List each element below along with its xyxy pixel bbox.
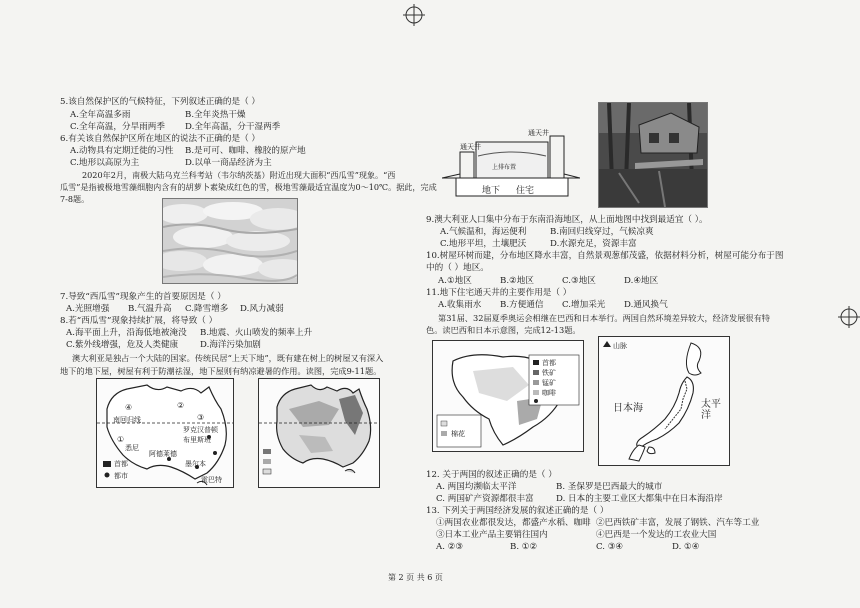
intro-7-8-line2: 瓜雪”是指被极地雪藻细胞内含有的胡萝卜素染成红色的雪，极地雪藻最适宜温度为0～10℃。据此，完成: [60, 182, 437, 192]
intro-12-13-line1: 第31届、32届夏季奥运会相继在巴西和日本举行。两国自然环境差异较大，经济发展很有特: [438, 313, 770, 323]
question-13-statement-3: ③日本工业产品主要销往国内: [436, 530, 548, 540]
question-6-option-c[interactable]: C.地形以高原为主: [70, 158, 140, 168]
question-11-option-d[interactable]: D.通风换气: [624, 300, 668, 310]
question-9-option-c[interactable]: C.地形平坦，土壤肥沃: [440, 239, 527, 249]
map-legend-city: 都市: [114, 472, 128, 480]
map-label-region-1: ①: [117, 435, 125, 444]
question-12-option-d[interactable]: D. 日本的主要工业区大都集中在日本海沿岸: [556, 494, 723, 504]
registration-mark-right: [838, 306, 860, 328]
question-10-option-c[interactable]: C.③地区: [562, 276, 596, 286]
question-5-option-d[interactable]: D.全年高温，分干湿两季: [185, 122, 281, 132]
treehouse-photo: [598, 102, 708, 208]
question-5-option-b[interactable]: B.全年炎热干燥: [185, 110, 246, 120]
question-7-option-b[interactable]: B.气温升高: [128, 304, 172, 314]
question-12-stem: 12. 关于两国的叙述正确的是（ ）: [426, 470, 557, 480]
map-label-rockhampton: 罗克汉普顿: [183, 426, 218, 434]
diagram-label-skylight-right: 通天井: [528, 129, 549, 137]
map-label-hobart: 霍巴特: [201, 476, 222, 484]
question-12-option-b[interactable]: B. 圣保罗是巴西最大的城市: [556, 482, 663, 492]
diagram-label-underground: 地下: [482, 186, 501, 196]
question-9-option-b[interactable]: B.南回归线穿过，气候凉爽: [550, 227, 654, 237]
question-13-statement-1: ①两国农业都很发达，都盛产水稻、咖啡: [436, 518, 591, 528]
question-12-option-c[interactable]: C. 两国矿产资源都很丰富: [436, 494, 534, 504]
question-8-option-a[interactable]: A.海平面上升，沿海低地被淹没: [66, 328, 187, 338]
question-10-line1: 10.树屋环树而建，分布地区降水丰富，自然景观葱郁茂盛，依据材料分析，树屋可能分布于图: [426, 251, 784, 261]
japan-legend-mountain: 山脉: [613, 342, 627, 350]
registration-mark-top: [403, 4, 425, 26]
map-legend-capital: 首都: [114, 460, 128, 468]
question-7-option-d[interactable]: D.风力减弱: [240, 304, 284, 314]
question-5-stem: 5.该自然保护区的气候特征，下列叙述正确的是（ ）: [60, 97, 260, 107]
map-label-sydney: 悉尼: [125, 444, 139, 452]
question-11-option-a[interactable]: A.收集雨水: [438, 300, 482, 310]
japan-map: [598, 336, 730, 466]
map-label-adelaide: 阿德莱德: [149, 450, 177, 458]
question-11-option-b[interactable]: B.方便通信: [500, 300, 544, 310]
question-13-statement-4: ④巴西是一个发达的工农业大国: [596, 530, 717, 540]
question-12-option-a[interactable]: A. 两国均濒临太平洋: [436, 482, 517, 492]
question-6-option-b[interactable]: B.是可可、咖啡、橡胶的原产地: [185, 146, 306, 156]
japan-label-sea: 日本海: [613, 403, 643, 414]
brazil-legend-capital: 首都: [542, 359, 556, 367]
map-label-region-2: ②: [177, 401, 185, 410]
australia-climate-map: [258, 378, 380, 488]
question-13-option-b[interactable]: B. ①②: [510, 542, 538, 552]
question-7-stem: 7.导致“西瓜雪”现象产生的首要原因是（ ）: [60, 292, 226, 302]
brazil-map: [432, 340, 584, 452]
question-13-option-a[interactable]: A. ②③: [436, 542, 464, 552]
question-5-option-c[interactable]: C.全年高温，分旱雨两季: [70, 122, 165, 132]
intro-7-8-line1: 2020年2月，南极大陆乌克兰科考站（韦尔纳茨基）附近出现大面积“西瓜雪”现象。“西: [82, 170, 396, 180]
question-5-option-a[interactable]: A.全年高温多雨: [70, 110, 131, 120]
question-11-option-c[interactable]: C.增加采光: [562, 300, 606, 310]
map-label-tropic: 南回归线: [113, 416, 141, 424]
diagram-label-mid: 上排布置: [492, 164, 517, 171]
intro-9-11-line2: 地下的地下屋，树屋有利于防潮祛湿，地下屋则有纳凉避暑的作用。读图，完成9-11题。: [60, 366, 382, 376]
intro-12-13-line2: 色。读巴西和日本示意图，完成12-13题。: [426, 325, 581, 335]
question-9-option-a[interactable]: A.气候温和，海运便利: [440, 227, 527, 237]
question-9-option-d[interactable]: D.水源充足，资源丰富: [550, 239, 637, 249]
question-10-option-a[interactable]: A.①地区: [438, 276, 472, 286]
brazil-legend-cotton: 棉花: [451, 430, 465, 438]
diagram-label-skylight-left: 通天井: [460, 143, 481, 151]
brazil-legend-iron: 铁矿: [542, 369, 556, 377]
question-10-line2: 中的（ ）地区。: [426, 263, 489, 273]
question-7-option-c[interactable]: C.降雪增多: [185, 304, 229, 314]
japan-label-pacific: 太平洋: [701, 399, 721, 421]
page-number: 第 2 页 共 6 页: [388, 573, 443, 582]
question-13-option-c[interactable]: C. ③④: [596, 542, 624, 552]
question-7-option-a[interactable]: A.光照增强: [66, 304, 110, 314]
question-8-option-c[interactable]: C.紫外线增强，危及人类健康: [66, 340, 179, 350]
question-13-statement-2: ②巴西铁矿丰富，发展了钢铁、汽车等工业: [596, 518, 760, 528]
map-label-brisbane: 布里斯班: [183, 436, 211, 444]
question-8-stem: 8.若“西瓜雪”现象持续扩展，将导致（ ）: [60, 316, 218, 326]
intro-9-11-line1: 澳大利亚是独占一个大陆的国家。传统民居“上天下地”，既有建在树上的树屋又有深入: [72, 353, 384, 363]
question-10-option-b[interactable]: B.②地区: [500, 276, 534, 286]
question-11-stem: 11.地下住宅通天井的主要作用是（ ）: [426, 288, 572, 298]
diagram-label-house: 住宅: [516, 186, 535, 196]
map-label-region-4: ④: [125, 403, 133, 412]
map-label-region-3: ③: [197, 413, 205, 422]
australia-cities-map: [96, 378, 234, 488]
map-label-melbourne: 墨尔本: [185, 460, 206, 468]
question-8-option-d[interactable]: D.海洋污染加剧: [200, 340, 261, 350]
question-13-option-d[interactable]: D. ①④: [672, 542, 700, 552]
question-6-stem: 6.有关该自然保护区所在地区的说法不正确的是（ ）: [60, 134, 260, 144]
question-13-stem: 13. 下列关于两国经济发展的叙述正确的是（ ）: [426, 506, 609, 516]
underground-house-diagram: [442, 128, 580, 208]
brazil-legend-manganese: 锰矿: [542, 379, 556, 387]
question-9-stem: 9.澳大利亚人口集中分布于东南沿海地区，从上面地图中找到最适宜（ ）。: [426, 215, 708, 225]
intro-7-8-line3: 7-8题。: [60, 194, 90, 204]
question-10-option-d[interactable]: D.④地区: [624, 276, 659, 286]
question-6-option-d[interactable]: D.以单一商品经济为主: [185, 158, 272, 168]
question-8-option-b[interactable]: B.地震、火山喷发的频率上升: [200, 328, 313, 338]
question-6-option-a[interactable]: A.动物具有定期迁徙的习性: [70, 146, 174, 156]
brazil-legend-coffee: 咖啡: [542, 389, 556, 397]
watermelon-snow-photo: [162, 198, 298, 284]
